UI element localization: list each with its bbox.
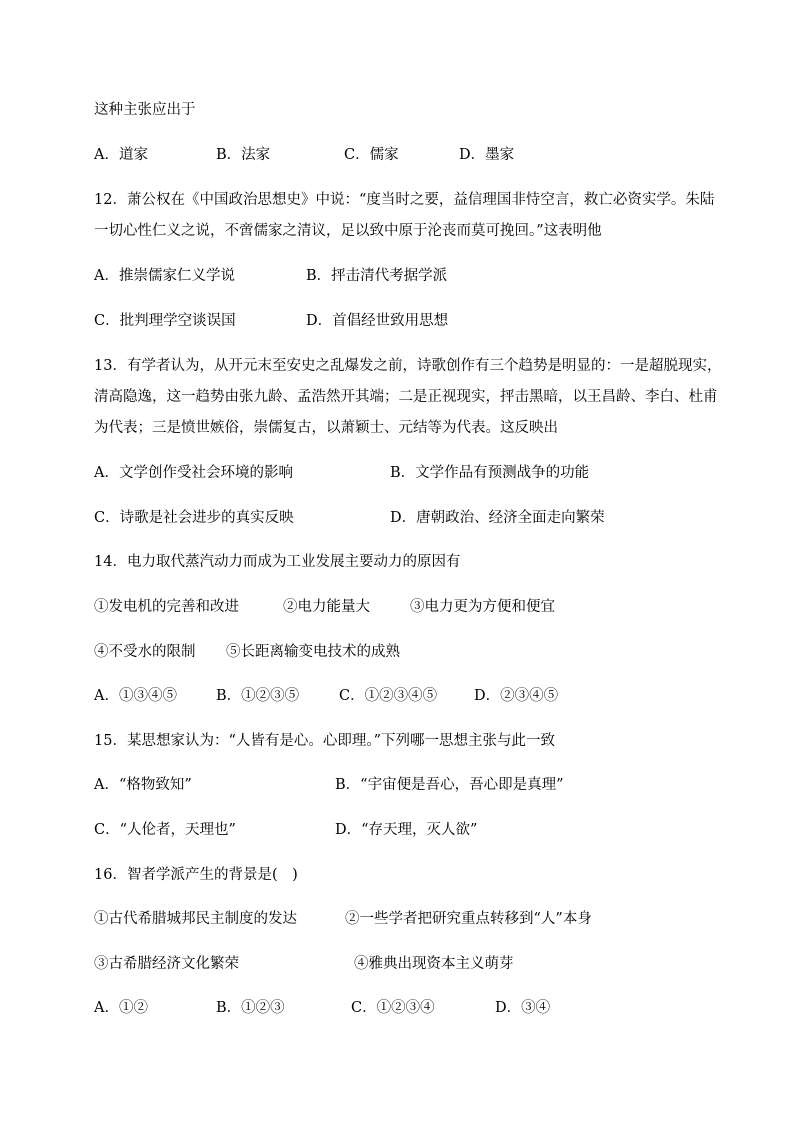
q13-option-c[interactable]: C．诗歌是社会进步的真实反映 <box>94 510 294 526</box>
q13-stem-line-2: 清高隐逸，这一趋势由张九龄、孟浩然开其端；二是正视现实，抨击黑暗，以王昌龄、李白、杜甫 <box>94 389 718 405</box>
q16-item-2: ②一些学者把研究重点转移到“人”本身 <box>345 911 592 927</box>
q16-option-d[interactable]: D．③④ <box>495 1000 551 1016</box>
q16-option-b[interactable]: B．①②③ <box>216 1000 285 1016</box>
q16-item-1: ①古代希腊城邦民主制度的发达 <box>94 911 297 927</box>
q11-option-a[interactable]: A．道家 <box>94 147 148 163</box>
q12-option-a[interactable]: A．推崇儒家仁义学说 <box>94 268 235 284</box>
q11-option-b[interactable]: B．法家 <box>216 147 271 163</box>
q13-stem-line-1: 13．有学者认为，从开元末至安史之乱爆发之前，诗歌创作有三个趋势是明显的：一是超脱现实， <box>94 358 722 374</box>
q16-item-3: ③古希腊经济文化繁荣 <box>94 956 239 972</box>
q13-stem-line-3: 为代表；三是愤世嫉俗，崇儒复古，以萧颖士、元结等为代表。这反映出 <box>94 420 558 436</box>
q15-option-a[interactable]: A．“格物致知” <box>94 777 192 793</box>
q12-option-c[interactable]: C．批判理学空谈误国 <box>94 313 236 329</box>
q13-option-a[interactable]: A．文学创作受社会环境的影响 <box>94 465 293 481</box>
q14-item-4: ④不受水的限制 <box>94 644 196 660</box>
q11-option-d[interactable]: D．墨家 <box>459 147 515 163</box>
q12-option-d[interactable]: D．首倡经世致用思想 <box>306 313 449 329</box>
q14-option-b[interactable]: B．①②③⑤ <box>216 688 300 704</box>
q14-stem: 14．电力取代蒸汽动力而成为工业发展主要动力的原因有 <box>94 554 461 570</box>
q14-item-1: ①发电机的完善和改进 <box>94 599 239 615</box>
q14-option-d[interactable]: D．②③④⑤ <box>474 688 559 704</box>
q15-option-d[interactable]: D．“存天理，灭人欲” <box>335 822 478 838</box>
q11-stem-tail: 这种主张应出于 <box>94 102 196 118</box>
q16-item-4: ④雅典出现资本主义萌芽 <box>354 956 514 972</box>
q16-option-c[interactable]: C．①②③④ <box>351 1000 435 1016</box>
q13-option-d[interactable]: D．唐朝政治、经济全面走向繁荣 <box>390 510 605 526</box>
q14-option-c[interactable]: C．①②③④⑤ <box>339 688 438 704</box>
q14-item-2: ②电力能量大 <box>283 599 370 615</box>
q14-item-5: ⑤长距离输变电技术的成熟 <box>226 644 400 660</box>
q14-option-a[interactable]: A．①③④⑤ <box>94 688 177 704</box>
q15-option-c[interactable]: C．“人伦者，天理也” <box>94 822 236 838</box>
q13-option-b[interactable]: B．文学作品有预测战争的功能 <box>390 465 590 481</box>
q15-option-b[interactable]: B．“宇宙便是吾心，吾心即是真理” <box>335 777 564 793</box>
q15-stem: 15．某思想家认为：“人皆有是心。心即理。”下列哪一思想主张与此一致 <box>94 733 556 749</box>
q12-stem-line-2: 一切心性仁义之说，不啻儒家之清议，足以致中原于沦丧而莫可挽回。”这表明他 <box>94 223 602 239</box>
q12-stem-line-1: 12．萧公权在《中国政治思想史》中说：“度当时之要，益信理国非恃空言，救亡必资实学。朱陆 <box>94 192 715 208</box>
q14-item-3: ③电力更为方便和便宜 <box>410 599 555 615</box>
q16-option-a[interactable]: A．①② <box>94 1000 148 1016</box>
q16-stem: 16．智者学派产生的背景是( ) <box>94 867 298 883</box>
q11-option-c[interactable]: C．儒家 <box>344 147 399 163</box>
q12-option-b[interactable]: B．抨击清代考据学派 <box>306 268 448 284</box>
